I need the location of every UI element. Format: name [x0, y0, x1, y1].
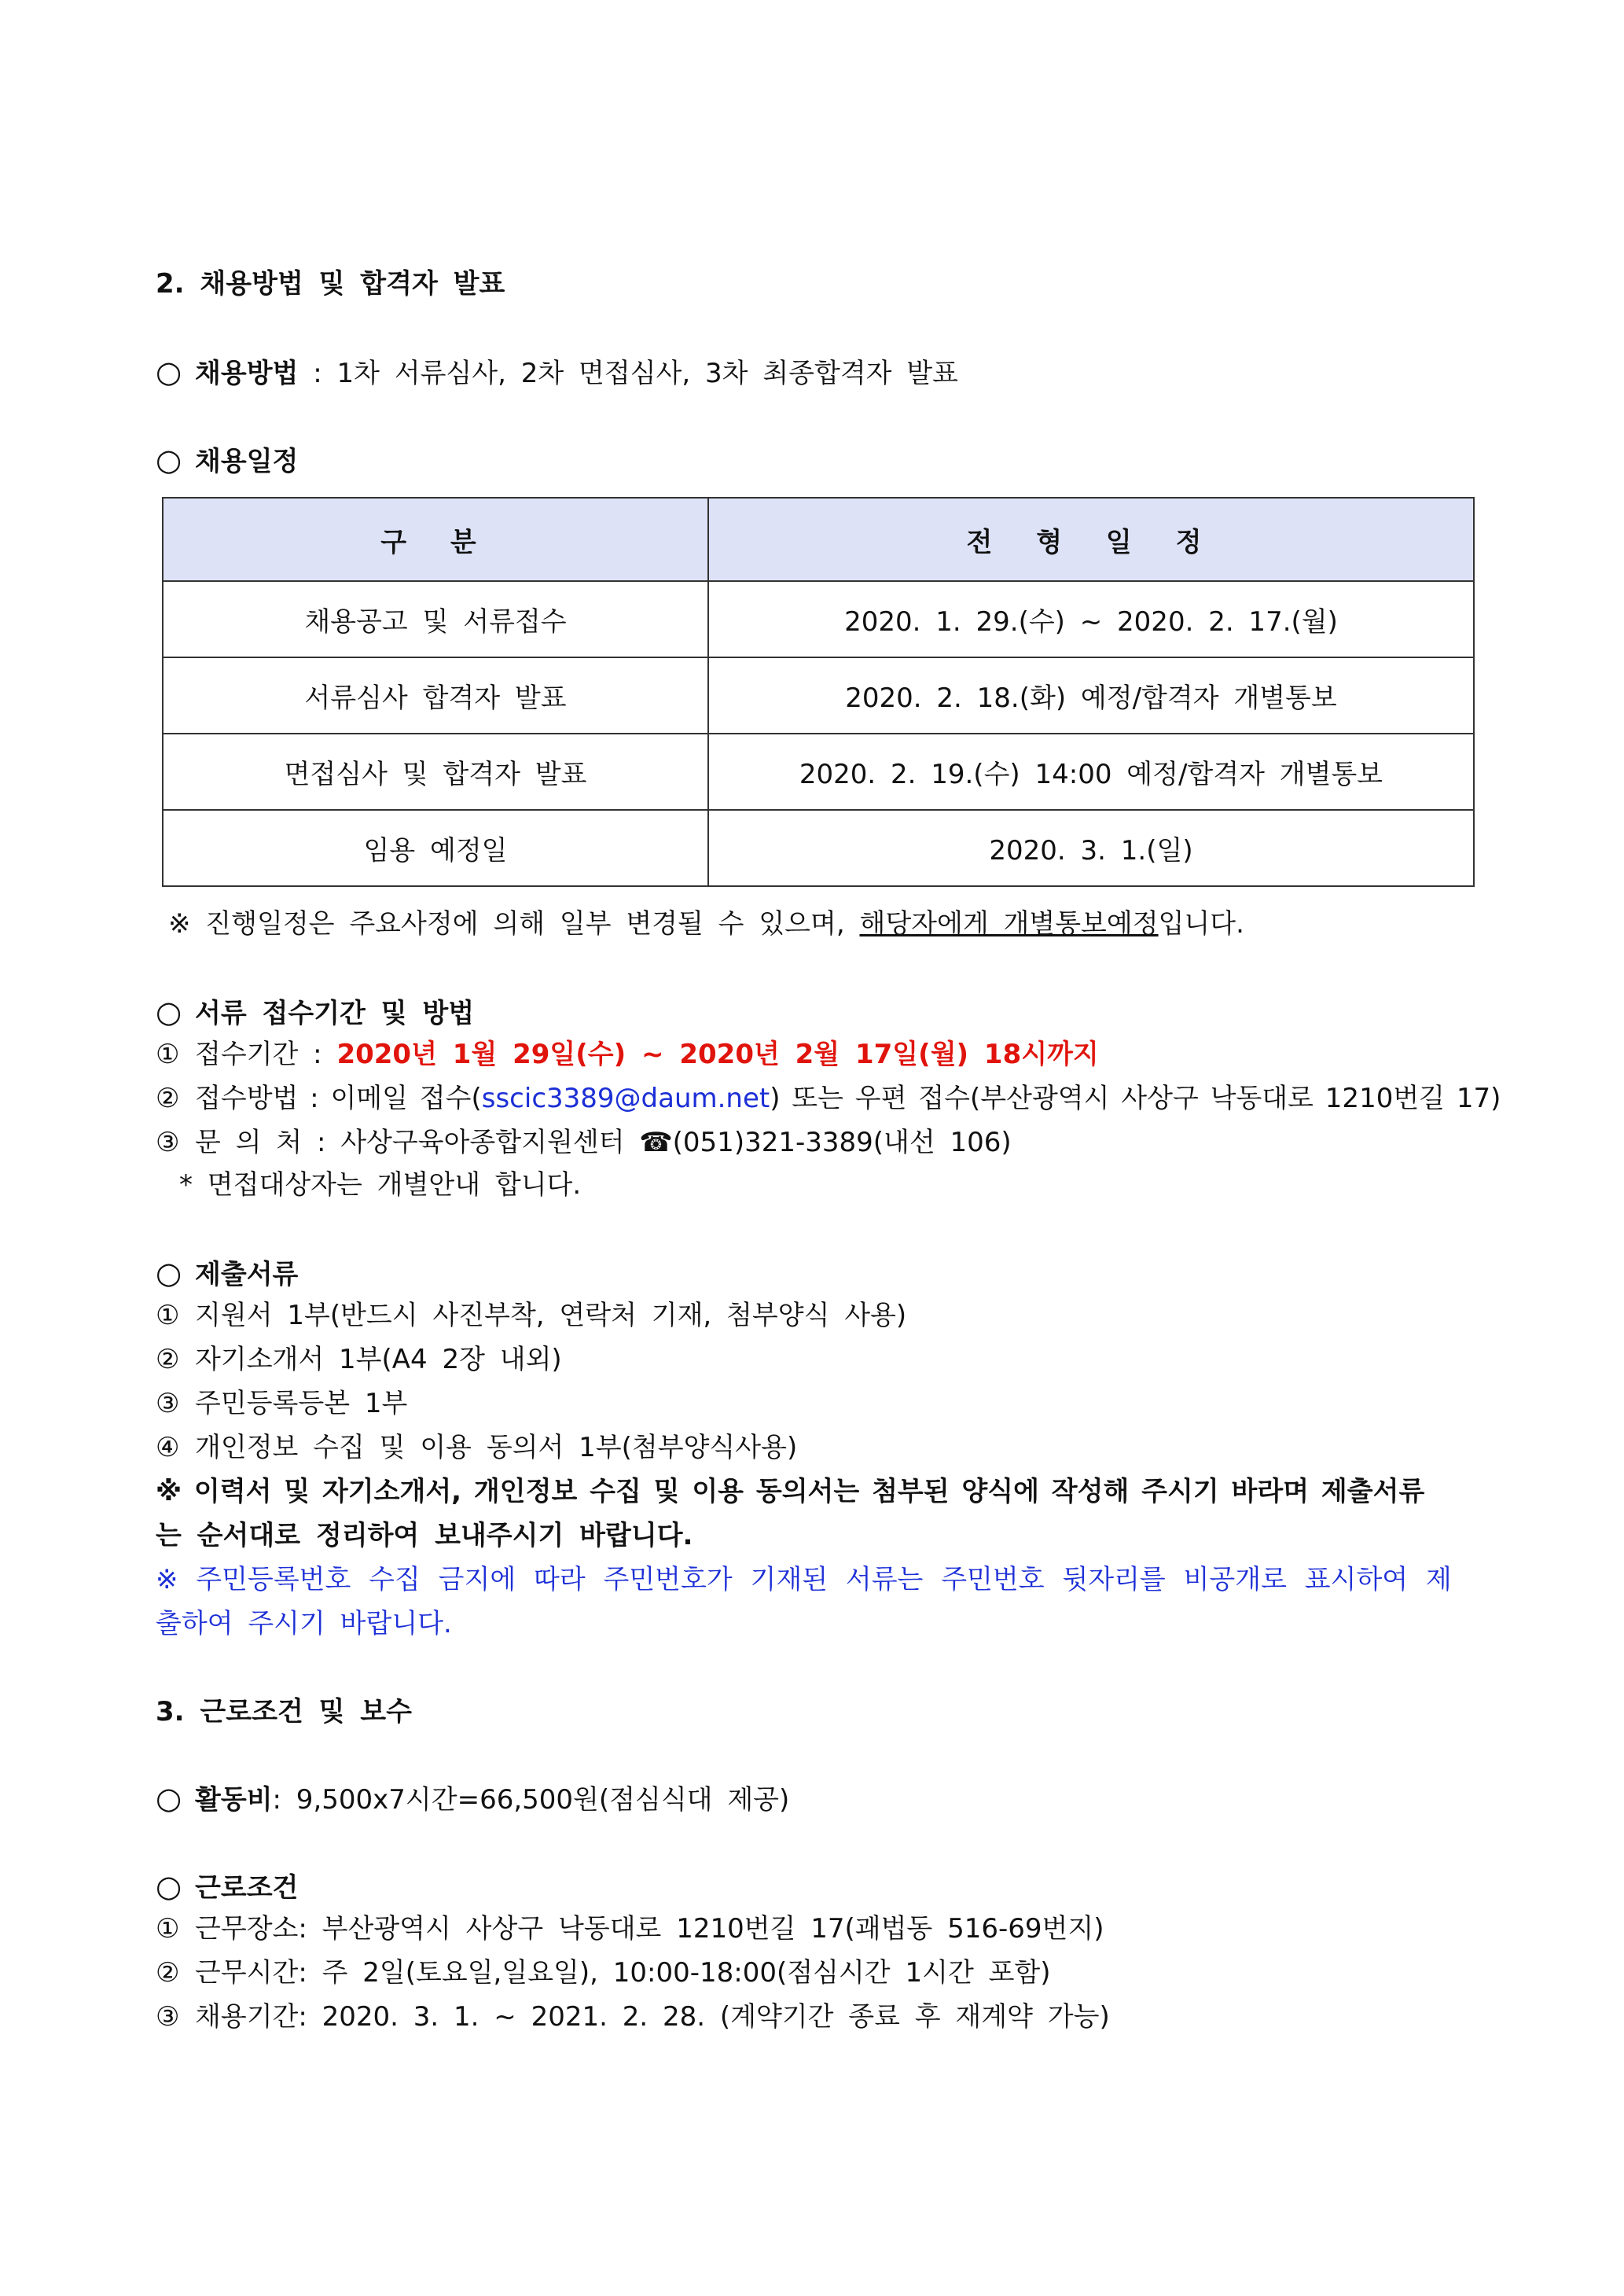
table-header-schedule: 전 형 일 정: [708, 498, 1474, 581]
table-cell: 2020. 1. 29.(수) ~ 2020. 2. 17.(월): [708, 581, 1474, 657]
schedule-label: 채용일정: [195, 446, 299, 477]
schedule-note: [168, 906, 1244, 942]
documents-note-bold-1: ※ 이력서 및 자기소개서, 개인정보 수집 및 이용 동의서는 첨부된 양식에 작성해 주시기 바라며 제출서류: [156, 1476, 1425, 1507]
table-header-row: [163, 498, 1474, 581]
application-method-line: [156, 1080, 1501, 1117]
application-method-label: 접수방법 : 이메일 접수(: [195, 1083, 482, 1114]
table-cell: 서류심사 합격자 발표: [163, 657, 708, 734]
hiring-method-line: [156, 354, 958, 392]
marker-circled-1: ①: [156, 1913, 180, 1945]
schedule-heading: [156, 442, 298, 480]
marker-circled-3: ③: [156, 1127, 180, 1158]
document-item: [156, 1297, 906, 1334]
work-condition-text: 근무시간: 주 2일(토요일,일요일), 10:00-18:00(점심시간 1시간 포함): [195, 1957, 1051, 1989]
table-cell: 2020. 3. 1.(일): [708, 810, 1474, 886]
pay-line: [156, 1780, 789, 1818]
hiring-method-text: : 1차 서류심사, 2차 면접심사, 3차 최종합격자 발표: [298, 358, 959, 389]
work-conditions-heading: [156, 1868, 298, 1906]
work-condition-text: 근무장소: 부산광역시 사상구 낙동대로 1210번길 17(괘법동 516-69번지): [195, 1913, 1104, 1945]
work-condition-item: [156, 1955, 1051, 1991]
pay-label: 활동비: [195, 1784, 273, 1816]
marker-circled-2: ②: [156, 1957, 180, 1989]
marker-circled-1: ①: [156, 1039, 180, 1070]
document-item: [156, 1341, 562, 1378]
table-cell: 임용 예정일: [163, 810, 708, 886]
pay-text: : 9,500x7시간=66,500원(점심식대 제공): [272, 1784, 790, 1816]
marker-circled-2: ②: [156, 1344, 180, 1375]
bullet-circle-icon: ○: [156, 995, 182, 1029]
document-item-text: 개인정보 수집 및 이용 동의서 1부(첨부양식사용): [195, 1432, 798, 1463]
application-period-label: 접수기간 :: [195, 1039, 337, 1070]
application-email: sscic3389@daum.net: [481, 1083, 770, 1114]
documents-title: 제출서류: [195, 1259, 299, 1290]
interview-note: * 면접대상자는 개별안내 합니다.: [179, 1169, 582, 1201]
table-header-category: 구 분: [163, 498, 708, 581]
hiring-method-label: 채용방법: [195, 358, 299, 389]
table-row: [163, 734, 1474, 810]
table-row: [163, 810, 1474, 886]
section-2-title: 2. 채용방법 및 합격자 발표: [156, 268, 505, 300]
bullet-circle-icon: ○: [156, 1256, 182, 1290]
marker-circled-4: ④: [156, 1432, 180, 1463]
document-item-text: 주민등록등본 1부: [195, 1388, 408, 1419]
work-condition-item: [156, 1911, 1104, 1947]
work-condition-item: [156, 1999, 1110, 2035]
documents-note-blue-2: 출하여 주시기 바랍니다.: [156, 1608, 452, 1639]
work-condition-text: 채용기간: 2020. 3. 1. ~ 2021. 2. 28. (계약기간 종료 후 재계약 가능): [195, 2001, 1110, 2033]
table-cell: 채용공고 및 서류접수: [163, 581, 708, 657]
application-title: 서류 접수기간 및 방법: [195, 998, 475, 1029]
table-cell: 면접심사 및 합격자 발표: [163, 734, 708, 810]
schedule-table: [162, 497, 1475, 887]
marker-circled-3: ③: [156, 1388, 180, 1419]
table-cell: 2020. 2. 18.(화) 예정/합격자 개별통보: [708, 657, 1474, 734]
marker-circled-3: ③: [156, 2001, 180, 2033]
bullet-circle-icon: ○: [156, 1869, 182, 1904]
work-conditions-title: 근로조건: [195, 1872, 299, 1904]
document-item: [156, 1429, 797, 1466]
marker-circled-2: ②: [156, 1083, 180, 1114]
application-period-line: [156, 1036, 1099, 1073]
application-method-suffix: ) 또는 우편 접수(부산광역시 사상구 낙동대로 1210번길 17): [770, 1083, 1501, 1114]
schedule-note-underlined: 해당자에게 개별통보예정: [859, 908, 1159, 940]
bullet-circle-icon: ○: [156, 1781, 182, 1816]
table-cell: 2020. 2. 19.(수) 14:00 예정/합격자 개별통보: [708, 734, 1474, 810]
bullet-circle-icon: ○: [156, 443, 182, 477]
application-contact: 문 의 처 : 사상구육아종합지원센터 ☎(051)321-3389(내선 106): [195, 1127, 1012, 1158]
application-period-value: 2020년 1월 29일(수) ~ 2020년 2월 17일(월) 18시까지: [336, 1039, 1099, 1070]
document-item-text: 자기소개서 1부(A4 2장 내외): [195, 1344, 562, 1375]
documents-heading: [156, 1255, 298, 1293]
application-heading: [156, 994, 474, 1032]
application-contact-line: [156, 1124, 1012, 1161]
schedule-note-prefix: ※ 진행일정은 주요사정에 의해 일부 변경될 수 있으며,: [168, 908, 860, 940]
documents-note-bold-2: 는 순서대로 정리하여 보내주시기 바랍니다.: [156, 1520, 693, 1551]
section-3-title: 3. 근로조건 및 보수: [156, 1696, 412, 1728]
marker-circled-1: ①: [156, 1300, 180, 1331]
table-row: [163, 657, 1474, 734]
table-row: [163, 581, 1474, 657]
documents-note-blue-1: ※ 주민등록번호 수집 금지에 따라 주민번호가 기재된 서류는 주민번호 뒷자리를 비공개로 표시하여 제: [156, 1564, 1452, 1595]
document-item: [156, 1385, 407, 1422]
schedule-note-suffix: 입니다.: [1158, 908, 1244, 940]
bullet-circle-icon: ○: [156, 355, 182, 389]
document-item-text: 지원서 1부(반드시 사진부착, 연락처 기재, 첨부양식 사용): [195, 1300, 907, 1331]
